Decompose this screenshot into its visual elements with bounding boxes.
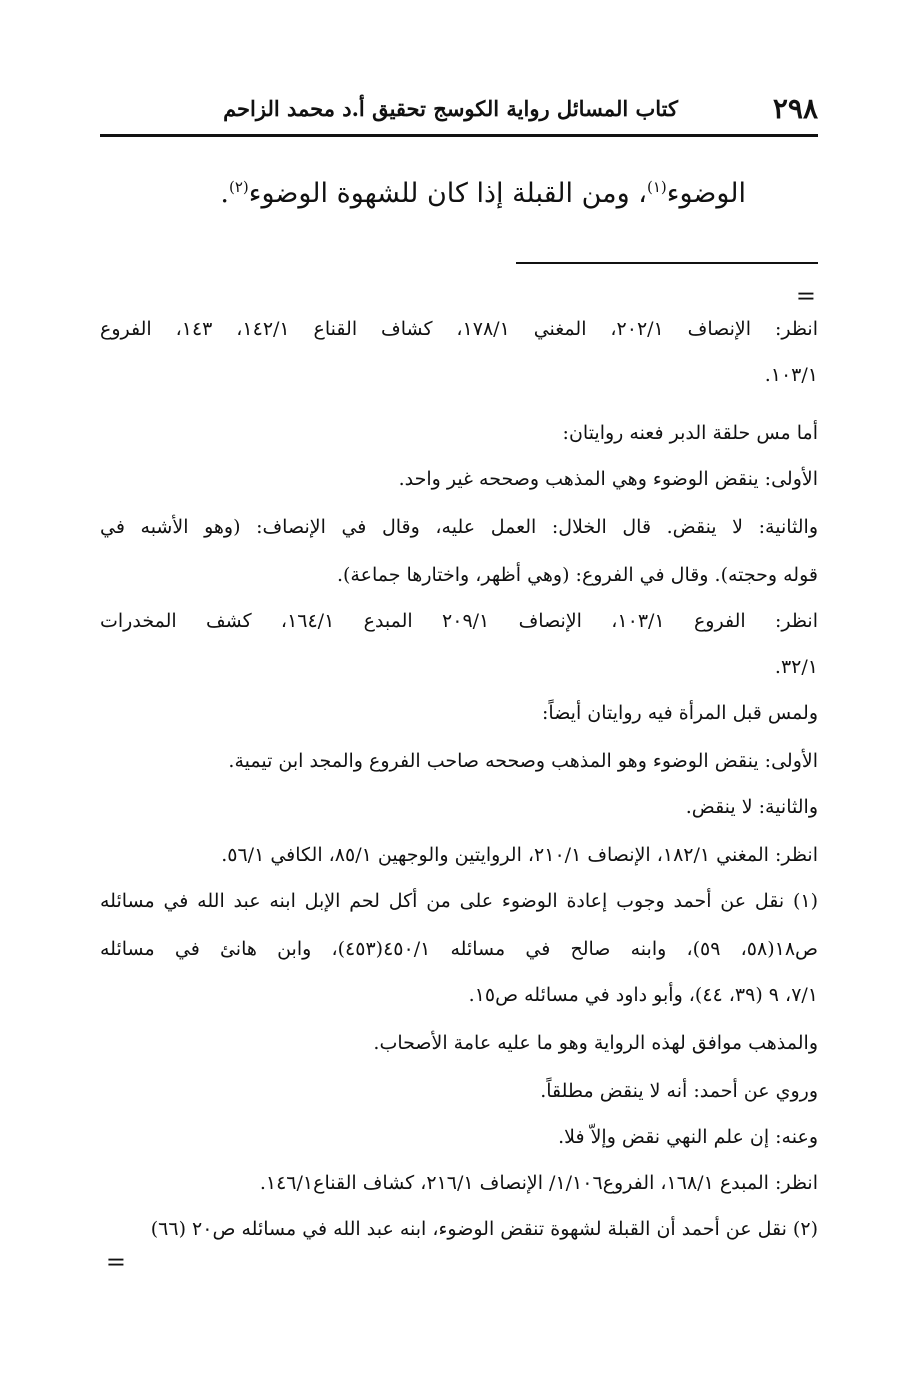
footnote-line: قوله وحجته). وقال في الفروع: (وهي أظهر، واختارها جماعة). — [336, 564, 818, 586]
footnote-line: ١٠٣/١. — [764, 364, 818, 386]
footnote-line: ٣٢/١. — [774, 656, 818, 678]
footnote-line: انظر: الإنصاف ٢٠٢/١، المغني ١٧٨/١، كشاف القناع ١٤٢/١، ١٤٣، الفروع — [100, 318, 818, 340]
footnote-line: ٧/١، ٩ (٣٩، ٤٤)، وأبو داود في مسائله ص١٥. — [468, 984, 818, 1006]
book-title: كتاب المسائل رواية الكوسج تحقيق أ.د محمد الزاحم — [223, 96, 678, 121]
footnote-line: وعنه: إن علم النهي نقض وإلاّ فلا. — [558, 1126, 818, 1148]
footnote-line: ص١٨(٥٨، ٥٩)، وابنه صالح في مسائله ٤٥٠/١(٤٥٣)، وابن هانئ في مسائله — [100, 938, 819, 960]
footnote-line: انظر: المبدع ١٦٨/١، الفروع١/١٠٦/ الإنصاف ٢١٦/١، كشاف القناع١٤٦/١. — [259, 1172, 818, 1194]
footnote-line: والثانية: لا ينقض. قال الخلال: العمل عليه، وقال في الإنصاف: (وهو الأشبه في — [100, 516, 818, 538]
footnote-line: أما مس حلقة الدبر فعنه روايتان: — [562, 422, 818, 444]
footnote-line: وروي عن أحمد: أنه لا ينقض مطلقاً. — [540, 1080, 818, 1102]
footnote-line: ولمس قبل المرأة فيه روايتان أيضاً: — [542, 702, 818, 724]
footnote-line: الأولى: ينقض الوضوء وهي المذهب وصححه غير واحد. — [398, 468, 818, 490]
main-text-end: . — [220, 178, 229, 209]
page-number: ٢٩٨ — [772, 92, 818, 125]
main-text-part2: ، ومن القبلة إذا كان للشهوة الوضوء — [248, 178, 647, 209]
footnote-line: والثانية: لا ينقض. — [685, 796, 818, 818]
footnote-line: انظر: الفروع ١٠٣/١، الإنصاف ٢٠٩/١ المبدع ١٦٤/١، كشف المخدرات — [100, 610, 818, 632]
footnote-line: الأولى: ينقض الوضوء وهو المذهب وصححه صاحب الفروع والمجد ابن تيمية. — [228, 750, 818, 772]
running-header — [100, 86, 818, 136]
header-divider — [100, 134, 818, 137]
footnote-line: والمذهب موافق لهذه الرواية وهو ما عليه عامة الأصحاب. — [373, 1032, 818, 1054]
footnote-line: (١) نقل عن أحمد وجوب إعادة الوضوء على من أكل لحم الإبل ابنه عبد الله في مسائله — [100, 890, 818, 912]
end-continuation-mark: = — [105, 1248, 126, 1276]
main-text — [220, 178, 746, 209]
footnote-ref-2: (٢) — [229, 178, 249, 196]
footnote-separator — [516, 262, 818, 264]
footnote-line: (٢) نقل عن أحمد أن القبلة لشهوة تنقض الوضوء، ابنه عبد الله في مسائله ص٢٠ (٦٦) — [150, 1218, 818, 1240]
footnote-ref-1: (١) — [646, 178, 667, 196]
footnote-line: انظر: المغني ١٨٢/١، الإنصاف ٢١٠/١، الروايتين والوجهين ٨٥/١، الكافي ٥٦/١. — [221, 844, 818, 866]
continuation-mark: = — [795, 282, 816, 310]
main-text-part1: الوضوء — [666, 178, 746, 209]
